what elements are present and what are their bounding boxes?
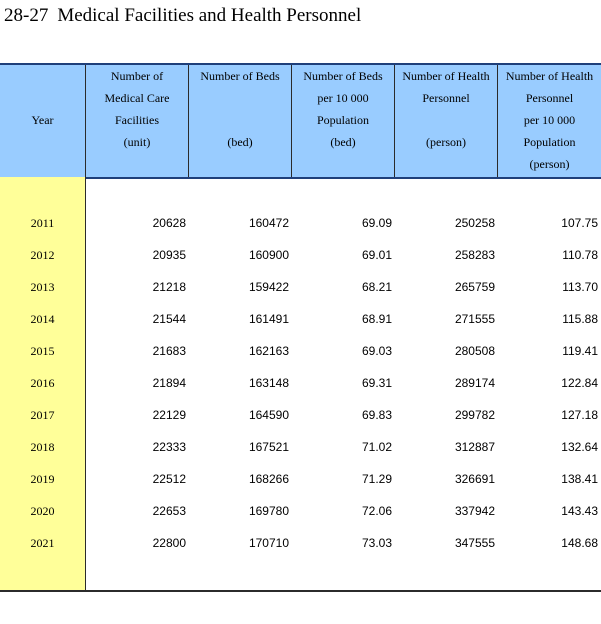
header-year: Year <box>31 113 54 127</box>
cell-year: 2014 <box>30 312 55 326</box>
cell-beds-per-10000: 69.31 <box>361 376 392 390</box>
table-row <box>0 207 601 239</box>
table-number: 28-27 <box>4 5 49 26</box>
cell-personnel-per-10000: 119.41 <box>562 344 598 358</box>
cell-year: 2019 <box>30 472 55 486</box>
cell-personnel: 280508 <box>454 344 495 358</box>
table-row <box>0 463 601 495</box>
cell-year: 2018 <box>30 440 55 454</box>
cell-year: 2017 <box>30 408 55 422</box>
cell-beds: 160900 <box>248 248 289 262</box>
cell-year: 2016 <box>30 376 55 390</box>
cell-personnel: 265759 <box>454 280 495 294</box>
cell-beds-per-10000: 69.01 <box>361 248 392 262</box>
cell-personnel: 299782 <box>454 408 495 422</box>
cell-beds: 160472 <box>248 216 289 230</box>
cell-personnel-per-10000: 127.18 <box>561 408 598 422</box>
cell-personnel: 250258 <box>454 216 495 230</box>
cell-personnel: 326691 <box>454 472 495 486</box>
cell-personnel-per-10000: 122.84 <box>561 376 598 390</box>
header-personnel-per-10000: Number of Health Personnel per 10 000 Population (person) <box>497 65 601 177</box>
cell-beds: 162163 <box>248 344 289 358</box>
cell-beds-per-10000: 68.21 <box>361 280 392 294</box>
table-title-text: Medical Facilities and Health Personnel <box>57 5 362 26</box>
cell-year: 2020 <box>30 504 55 518</box>
header-beds: Number of Beds (bed) <box>188 65 291 177</box>
cell-personnel: 337942 <box>454 504 495 518</box>
cell-personnel: 289174 <box>454 376 495 390</box>
header-beds-per-10000: Number of Beds per 10 000 Population (bed) <box>291 65 394 177</box>
cell-beds: 170710 <box>248 536 289 550</box>
table-row <box>0 239 601 271</box>
cell-beds-per-10000: 73.03 <box>361 536 392 550</box>
header-personnel: Number of Health Personnel (person) <box>394 65 497 177</box>
cell-beds-per-10000: 72.06 <box>361 504 392 518</box>
cell-beds-per-10000: 71.29 <box>361 472 392 486</box>
cell-personnel: 347555 <box>454 536 495 550</box>
cell-beds-per-10000: 69.09 <box>361 216 392 230</box>
table-title <box>4 5 361 27</box>
cell-beds: 163148 <box>248 376 289 390</box>
cell-personnel-per-10000: 110.78 <box>562 248 598 262</box>
table-row <box>0 367 601 399</box>
cell-facilities: 20628 <box>152 216 186 230</box>
table-row <box>0 335 601 367</box>
cell-facilities: 22512 <box>152 472 186 486</box>
cell-facilities: 20935 <box>152 248 186 262</box>
table-header <box>0 63 601 179</box>
cell-beds-per-10000: 68.91 <box>361 312 392 326</box>
cell-year: 2011 <box>30 216 55 230</box>
cell-personnel-per-10000: 143.43 <box>561 504 598 518</box>
cell-personnel-per-10000: 115.88 <box>562 312 598 326</box>
cell-beds: 164590 <box>248 408 289 422</box>
cell-personnel: 271555 <box>454 312 495 326</box>
table-row <box>0 399 601 431</box>
cell-facilities: 22800 <box>152 536 186 550</box>
cell-beds-per-10000: 69.83 <box>361 408 392 422</box>
cell-beds: 161491 <box>248 312 289 326</box>
table-row <box>0 271 601 303</box>
table-row <box>0 527 601 559</box>
cell-facilities: 21683 <box>152 344 186 358</box>
cell-facilities: 21894 <box>152 376 186 390</box>
table-row <box>0 495 601 527</box>
cell-facilities: 22333 <box>152 440 186 454</box>
cell-facilities: 22653 <box>152 504 186 518</box>
cell-personnel-per-10000: 132.64 <box>561 440 598 454</box>
cell-beds: 168266 <box>248 472 289 486</box>
cell-year: 2021 <box>30 536 55 550</box>
cell-beds: 169780 <box>248 504 289 518</box>
cell-beds: 159422 <box>248 280 289 294</box>
cell-personnel-per-10000: 107.75 <box>561 216 598 230</box>
cell-personnel-per-10000: 113.70 <box>562 280 598 294</box>
cell-year: 2015 <box>30 344 55 358</box>
table-bottom-rule <box>0 590 601 592</box>
cell-personnel-per-10000: 138.41 <box>561 472 598 486</box>
cell-personnel-per-10000: 148.68 <box>561 536 598 550</box>
cell-facilities: 21218 <box>152 280 186 294</box>
cell-personnel: 312887 <box>454 440 495 454</box>
cell-beds-per-10000: 71.02 <box>361 440 392 454</box>
table-row <box>0 303 601 335</box>
header-facilities: Number of Medical Care Facilities (unit) <box>85 65 188 177</box>
cell-beds: 167521 <box>248 440 289 454</box>
cell-year: 2013 <box>30 280 55 294</box>
table-row <box>0 431 601 463</box>
cell-personnel: 258283 <box>454 248 495 262</box>
cell-year: 2012 <box>30 248 55 262</box>
cell-facilities: 21544 <box>152 312 186 326</box>
cell-facilities: 22129 <box>152 408 186 422</box>
cell-beds-per-10000: 69.03 <box>361 344 392 358</box>
